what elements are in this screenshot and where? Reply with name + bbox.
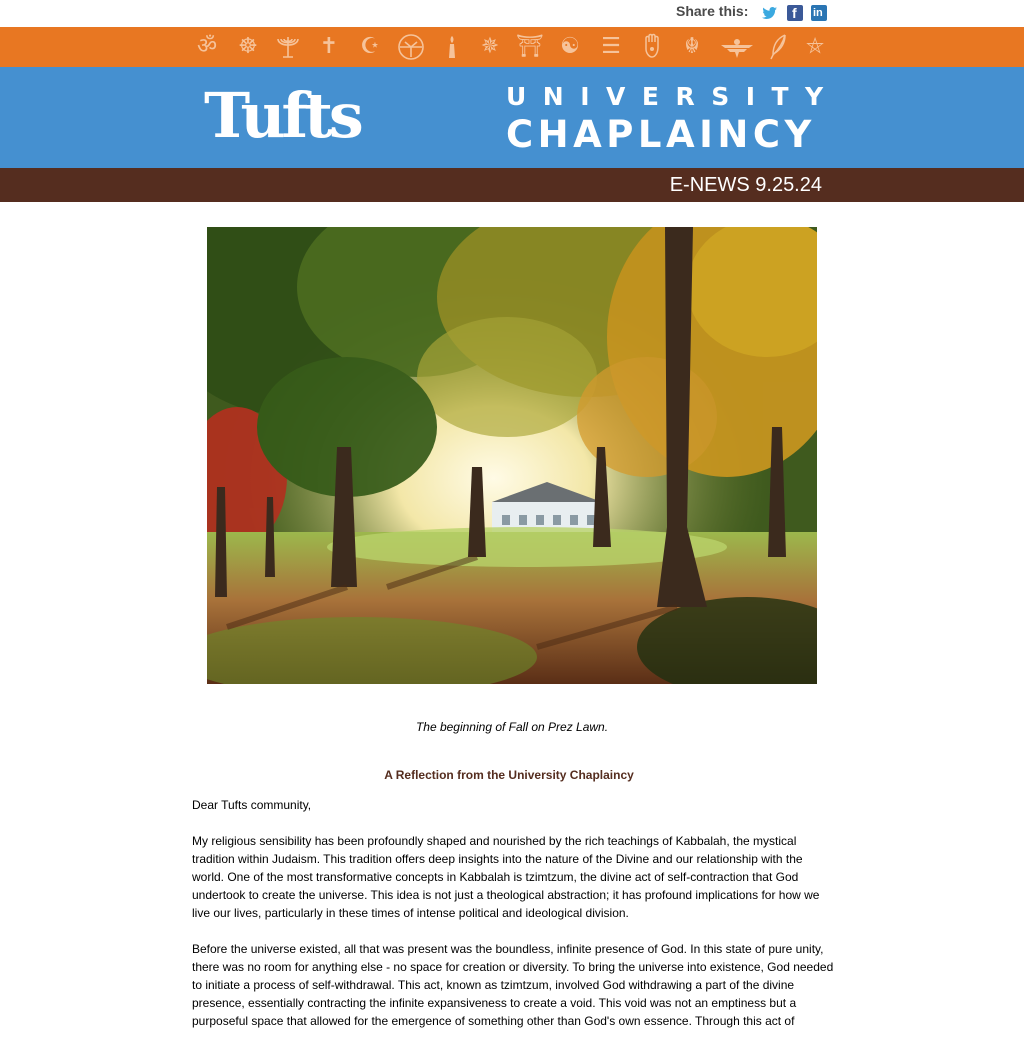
facebook-icon[interactable] — [787, 5, 803, 21]
cross-icon: ✝ — [319, 34, 339, 59]
twitter-icon[interactable] — [762, 5, 778, 21]
linkedin-icon[interactable] — [811, 5, 827, 21]
reflection-paragraph: Before the universe existed, all that was present was the boundless, infinite presence of God. In this state of pure unity, there was no room for anything else - no space for creation or diversity. To bring the universe into existence, God needed to initiate a process of self-withdrawal. This act, known as tzimtzum, involved God withdrawing a part of the divine presence, essentially contracting the infinite expansiveness to create a void. This void was not an emptiness but a purposeful space that allowed for the emergence of something other than God's own essence. Through this act of — [192, 942, 834, 1028]
hero-caption: The beginning of Fall on Prez Lawn. — [415, 720, 609, 734]
masthead-line-chaplaincy: CHAPLAINCY — [506, 113, 816, 156]
native-spirit-icon — [439, 33, 465, 61]
crescent-star-icon: ☪ — [360, 34, 380, 59]
reflection-body — [192, 796, 837, 1048]
feather-icon — [766, 33, 792, 61]
faravahar-icon — [720, 33, 754, 61]
baha-symbol-icon — [397, 33, 423, 61]
linkedin-glyph: in — [813, 7, 823, 19]
faith-symbols-band — [0, 27, 1024, 67]
yin-yang-icon: ☯ — [560, 34, 580, 59]
hero-image — [207, 227, 817, 684]
share-bar — [0, 0, 1024, 27]
masthead-line-university: UNIVERSITY — [506, 82, 840, 111]
tufts-logo[interactable]: Tufts — [204, 79, 360, 152]
reflection-greeting: Dear Tufts community, — [192, 798, 312, 812]
om-icon: ॐ — [196, 34, 218, 59]
reflection-title: A Reflection from the University Chaplaincy — [384, 768, 634, 782]
torii-gate-icon: ⛩ — [516, 34, 544, 59]
reflection-paragraph: My religious sensibility has been profoundly shaped and nourished by the rich teachings of Kabbalah, the mystical tradition within Judaism. This tradition offers deep insights into the nature of the Divine and our relationship with the world. One of the most transformative concepts in Kabbalah is tzimtzum, the divine act of self-contraction that God undertook to create the universe. This idea is not just a theological abstraction; it has profound implications for how we live our lives, particularly in these times of intense political and ideological division. — [192, 834, 820, 920]
khanda-icon: ☬ — [684, 34, 700, 59]
hamsa-icon — [639, 33, 665, 61]
facebook-glyph: f — [792, 5, 797, 21]
menorah-icon — [275, 33, 301, 61]
pentacle-icon: ⛤ — [806, 34, 824, 59]
masthead — [0, 67, 1024, 168]
shinto-wind-rune-icon: ☰ — [601, 34, 621, 59]
star-of-lakshmi-icon: ✵ — [480, 34, 500, 59]
share-label: Share this: — [676, 3, 749, 19]
edition-bar — [0, 168, 1024, 202]
dharma-wheel-icon: ☸ — [238, 34, 258, 59]
edition-label: E-NEWS 9.25.24 — [669, 174, 822, 196]
